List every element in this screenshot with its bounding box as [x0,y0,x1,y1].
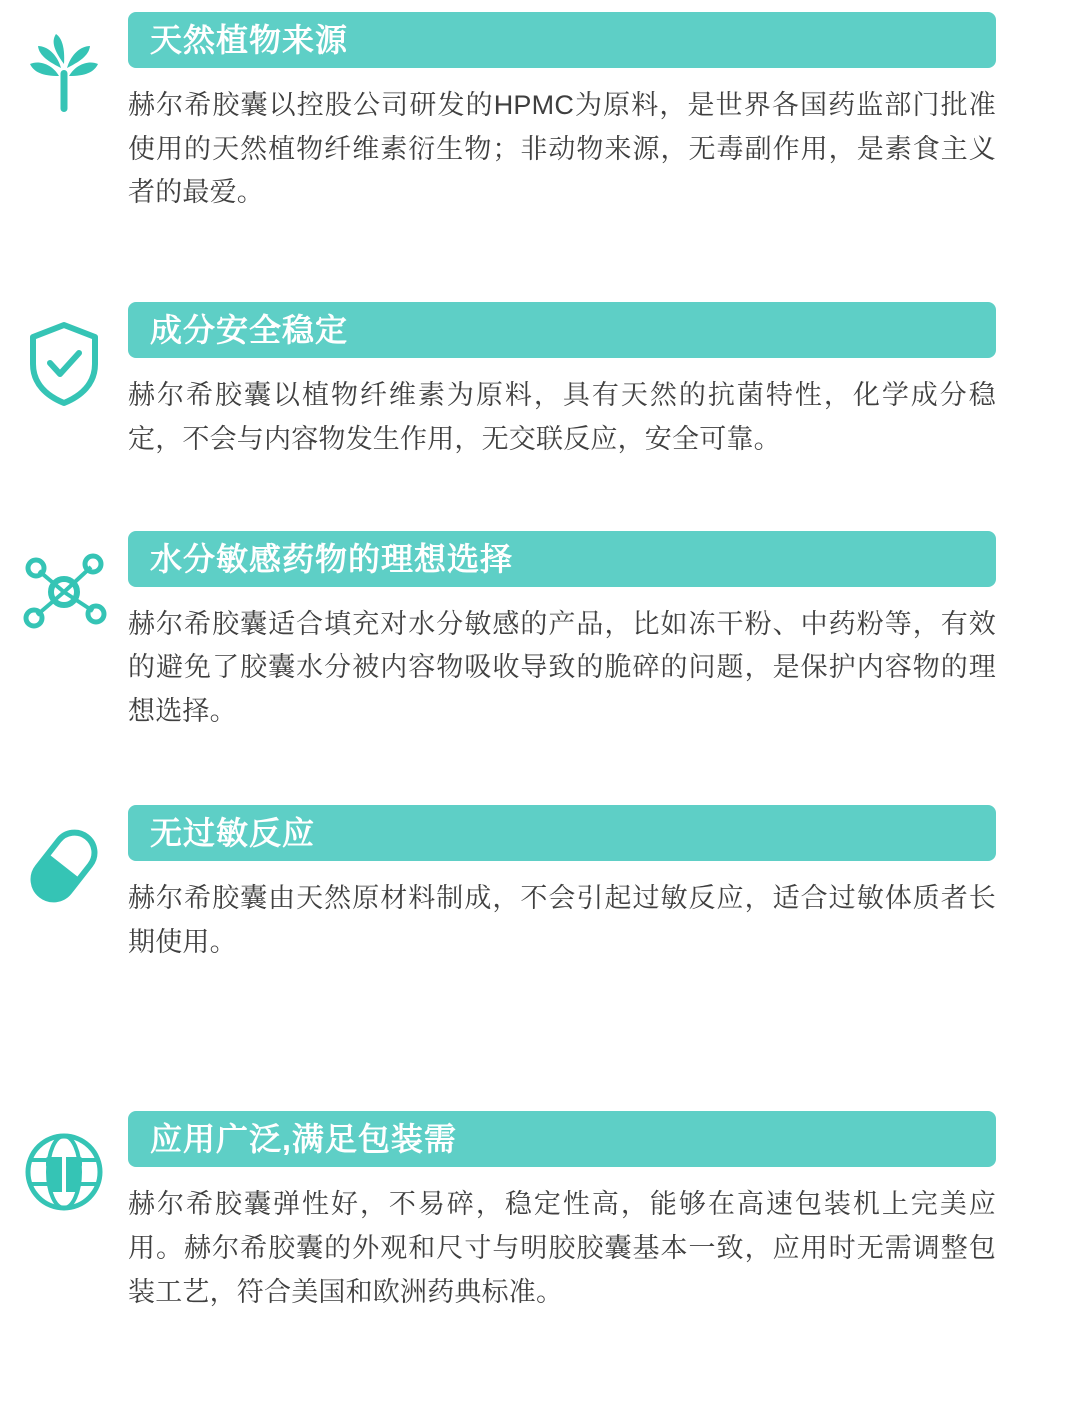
feature-content [128,302,1080,488]
feature-icon-container [0,302,128,408]
feature-title: 应用广泛,满足包装需 [150,1121,457,1158]
feature-body: 赫尔希胶囊弹性好，不易碎，稳定性高，能够在高速包装机上完美应用。赫尔希胶囊的外观和尺寸与明胶胶囊基本一致，应用时无需调整包装工艺，符合美国和欧洲药典标准。 [128,1189,996,1307]
feature-title-bar [128,805,996,861]
capsule-icon [27,823,101,909]
feature-body: 赫尔希胶囊适合填充对水分敏感的产品，比如冻干粉、中药粉等，有效的避免了胶囊水分被内容物吸收导致的脆碎的问题，是保护内容物的理想选择。 [128,608,996,727]
feature-content [128,531,1080,761]
feature-icon-container [0,1111,128,1215]
feature-body: 赫尔希胶囊以植物纤维素为原料，具有天然的抗菌特性，化学成分稳定，不会与内容物发生作用，无交联反应，安全可靠。 [128,380,996,454]
plant-leaf-icon [25,30,103,114]
feature-title-bar [128,531,996,587]
globe-package-icon [21,1129,107,1215]
molecule-icon [21,549,107,635]
feature-item-no-allergic-reaction [0,761,1080,991]
feature-content [128,805,1080,991]
feature-item-wide-application [0,991,1080,1341]
feature-body: 赫尔希胶囊由天然原材料制成，不会引起过敏反应，适合过敏体质者长期使用。 [128,882,996,957]
feature-body: 赫尔希胶囊以控股公司研发的HPMC为原料，是世界各国药监部门批准使用的天然植物纤维素衍生物；非动物来源，无毒副作用，是素食主义者的最爱。 [128,90,996,208]
feature-title-bar [128,302,996,358]
feature-icon-container [0,12,128,114]
feature-icon-container [0,805,128,909]
feature-title: 成分安全稳定 [150,312,349,349]
shield-check-icon [25,320,103,408]
feature-content [128,12,1080,242]
feature-title-bar [128,1111,996,1167]
feature-title-bar [128,12,996,68]
feature-item-safe-stable-ingredients [0,242,1080,488]
feature-item-moisture-sensitive-choice [0,489,1080,761]
feature-item-natural-plant-source [0,0,1080,242]
feature-icon-container [0,531,128,635]
feature-title: 水分敏感药物的理想选择 [150,540,514,577]
feature-content [128,1111,1080,1341]
feature-title: 天然植物来源 [150,22,349,58]
feature-title: 无过敏反应 [150,814,316,851]
